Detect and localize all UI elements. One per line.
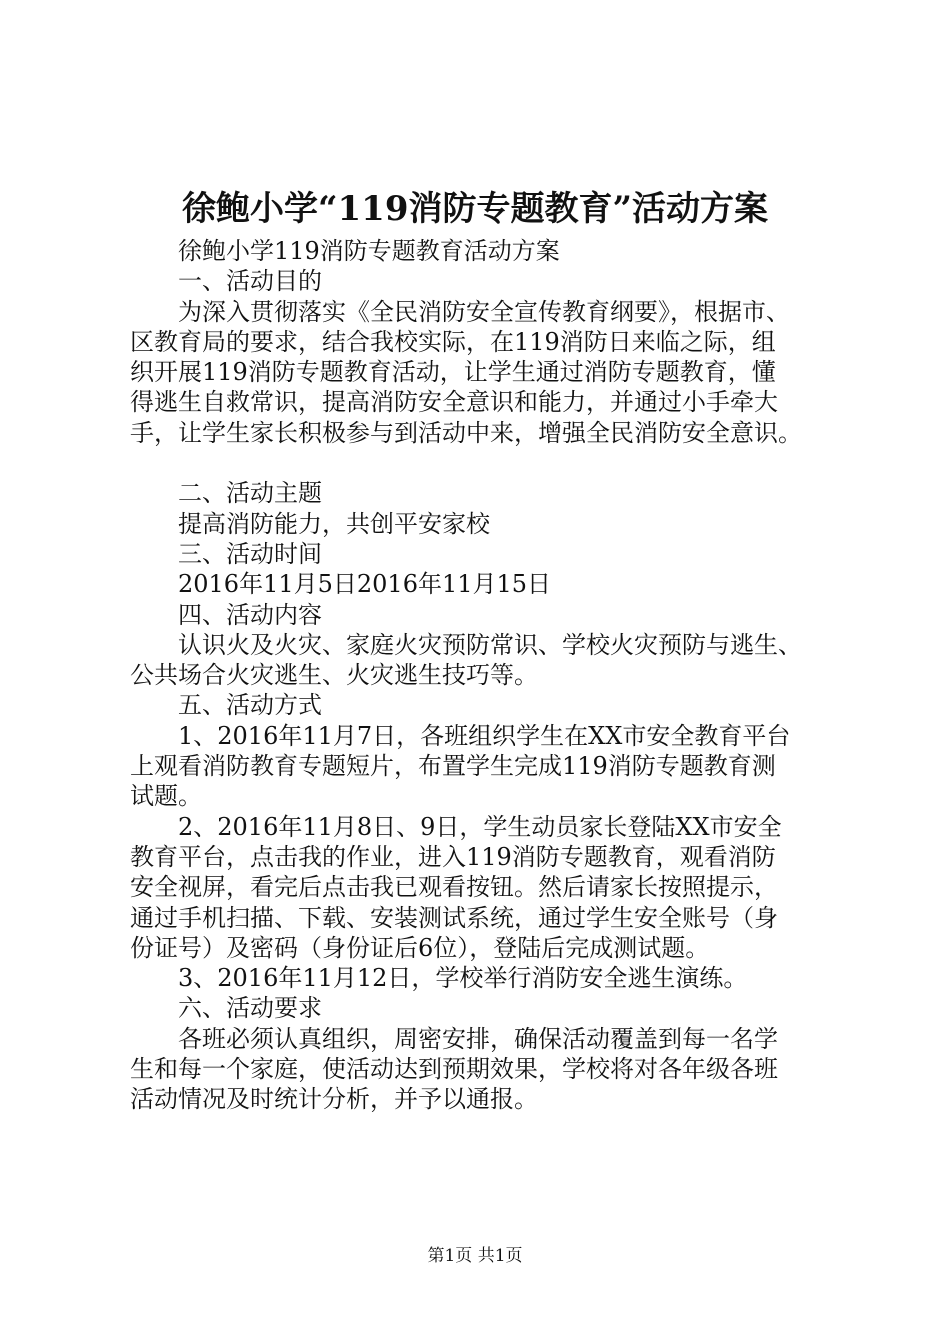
paragraph-line: 试题。 (130, 782, 202, 811)
paragraph-line: 认识火及火灾、家庭火灾预防常识、学校火灾预防与逃生、 (178, 630, 802, 659)
paragraph-line: 上观看消防教育专题短片，布置学生完成119消防专题教育测 (130, 752, 776, 781)
paragraph-line: 区教育局的要求，结合我校实际，在119消防日来临之际，组 (130, 327, 776, 356)
paragraph-line: 活动情况及时统计分析，并予以通报。 (130, 1085, 538, 1114)
document-body (130, 236, 855, 1115)
paragraph-line: 为深入贯彻落实《全民消防安全宣传教育纲要》，根据市、 (178, 297, 790, 326)
paragraph-line: 份证号）及密码（身份证后6位），登陆后完成测试题。 (130, 933, 710, 962)
paragraph-line: 生和每一个家庭，使活动达到预期效果，学校将对各年级各班 (130, 1055, 778, 1084)
section-heading-content: 四、活动内容 (178, 600, 322, 629)
section-heading-theme: 二、活动主题 (178, 479, 322, 508)
paragraph-line: 2016年11月5日2016年11月15日 (178, 570, 552, 599)
section-heading-requirements: 六、活动要求 (178, 994, 322, 1023)
paragraph-line: 织开展119消防专题教育活动，让学生通过消防专题教育，懂 (130, 358, 776, 387)
paragraph-line: 通过手机扫描、下载、安装测试系统，通过学生安全账号（身 (130, 903, 778, 932)
paragraph-gap (130, 448, 855, 478)
section-heading-time: 三、活动时间 (178, 539, 322, 568)
paragraph-line: 教育平台，点击我的作业，进入119消防专题教育，观看消防 (130, 842, 776, 871)
section-heading-method: 五、活动方式 (178, 691, 322, 720)
subtitle-line: 徐鲍小学119消防专题教育活动方案 (178, 237, 560, 265)
paragraph-line: 得逃生自救常识，提高消防安全意识和能力，并通过小手牵大 (130, 388, 778, 417)
paragraph-line: 手，让学生家长积极参与到活动中来，增强全民消防安全意识。 (130, 418, 802, 447)
paragraph-line: 公共场合火灾逃生、火灾逃生技巧等。 (130, 661, 538, 690)
page-footer: 第1页 共1页 (427, 1246, 523, 1266)
paragraph-line: 3、2016年11月12日，学校举行消防安全逃生演练。 (178, 964, 748, 993)
paragraph-line: 2、2016年11月8日、9日，学生动员家长登陆XX市安全 (178, 812, 782, 841)
paragraph-line: 安全视屏，看完后点击我已观看按钮。然后请家长按照提示， (130, 873, 778, 902)
paragraph-line: 1、2016年11月7日，各班组织学生在XX市安全教育平台 (178, 721, 791, 750)
section-heading-purpose: 一、活动目的 (178, 267, 322, 296)
document-title: 徐鲍小学“119消防专题教育”活动方案 (181, 189, 769, 229)
paragraph-line: 提高消防能力，共创平安家校 (178, 509, 490, 538)
paragraph-line: 各班必须认真组织，周密安排，确保活动覆盖到每一名学 (178, 1024, 778, 1053)
